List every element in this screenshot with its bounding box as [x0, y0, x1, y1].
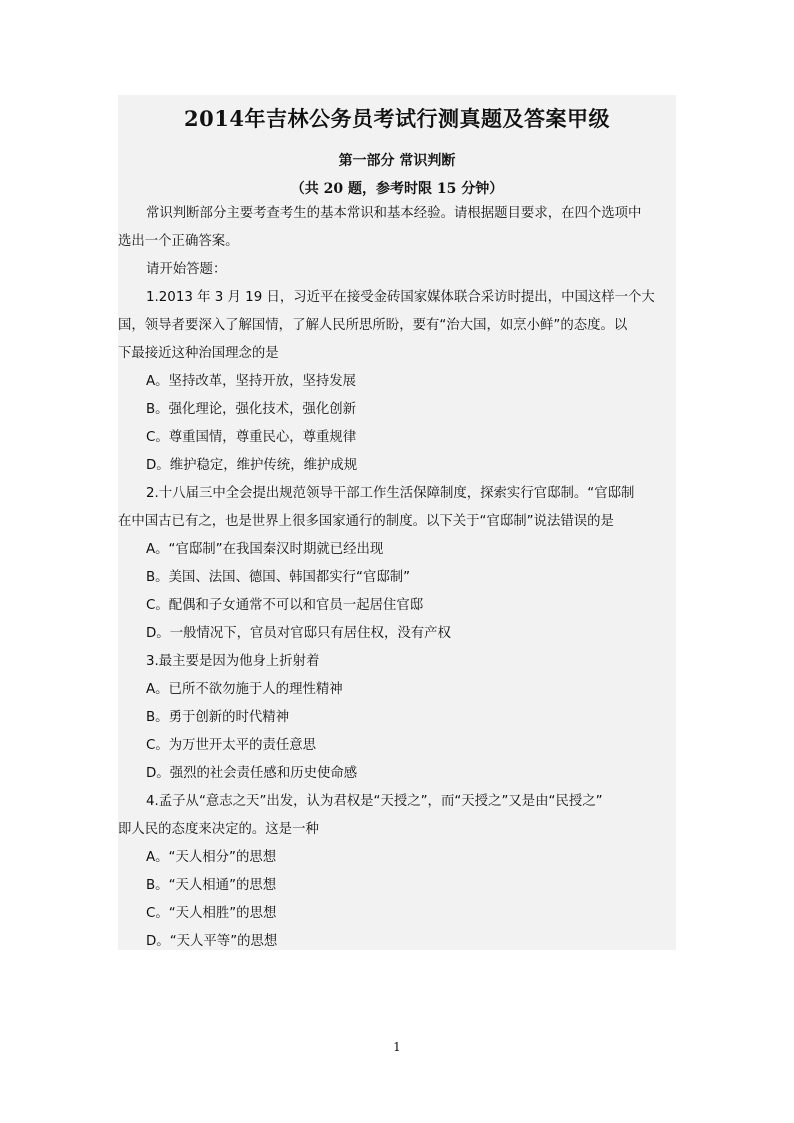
question-1-line: 1.2013 年 3 月 19 日，习近平在接受金砖国家媒体联合采访时提出，中国这样一个大 — [146, 290, 655, 305]
page-number: 1 — [393, 1040, 401, 1054]
question-4-option-d: D。“天人平等”的思想 — [146, 934, 278, 949]
section-title: 第一部分 常识判断 — [338, 153, 456, 169]
question-2-option-a: A。“官邸制”在我国秦汉时期就已经出现 — [146, 542, 384, 557]
section-subtitle: （共 20 题，参考时限 15 分钟） — [290, 181, 504, 197]
question-4-line: 即人民的态度来决定的。这是一种 — [118, 822, 319, 837]
question-1-line: 下最接近这种治国理念的是 — [118, 346, 279, 361]
question-2-option-c: C。配偶和子女通常不可以和官员一起居住官邸 — [146, 598, 424, 613]
question-1-line: 国，领导者要深入了解国情，了解人民所思所盼，要有“治大国，如烹小鲜”的态度。以 — [118, 318, 628, 333]
question-4-option-c: C。“天人相胜”的思想 — [146, 906, 277, 921]
question-4-option-b: B。“天人相通”的思想 — [146, 878, 277, 893]
question-2-line: 在中国古已有之，也是世界上很多国家通行的制度。以下关于“官邸制”说法错误的是 — [118, 514, 614, 529]
question-3-option-b: B。勇于创新的时代精神 — [146, 710, 290, 725]
question-1-option-d: D。维护稳定，维护传统，维护成规 — [146, 458, 358, 473]
question-2-option-b: B。美国、法国、德国、韩国都实行“官邸制” — [146, 570, 411, 585]
question-1-option-c: C。尊重国情，尊重民心，尊重规律 — [146, 430, 357, 445]
question-4-option-a: A。“天人相分”的思想 — [146, 850, 277, 865]
start-instruction: 请开始答题： — [146, 262, 227, 277]
question-3-option-a: A。已所不欲勿施于人的理性精神 — [146, 682, 343, 697]
question-3-line: 3.最主要是因为他身上折射着 — [146, 654, 320, 669]
intro-line: 常识判断部分主要考查考生的基本常识和基本经验。请根据题目要求，在四个选项中 — [146, 206, 642, 221]
document-title: 2014年吉林公务员考试行测真题及答案甲级 — [184, 106, 610, 131]
question-4-line: 4.孟子从“意志之天”出发，认为君权是“天授之”，而“天授之”又是由“民授之” — [146, 794, 603, 809]
question-1-option-a: A。坚持改革，坚持开放，坚持发展 — [146, 374, 357, 389]
question-2-line: 2.十八届三中全会提出规范领导干部工作生活保障制度，探索实行官邸制。“官邸制 — [146, 486, 635, 501]
question-3-option-d: D。强烈的社会责任感和历史使命感 — [146, 766, 358, 781]
question-2-option-d: D。一般情况下，官员对官邸只有居住权，没有产权 — [146, 626, 451, 641]
question-1-option-b: B。强化理论，强化技术，强化创新 — [146, 402, 357, 417]
question-3-option-c: C。为万世开太平的责任意思 — [146, 738, 317, 753]
intro-line: 选出一个正确答案。 — [118, 234, 239, 249]
